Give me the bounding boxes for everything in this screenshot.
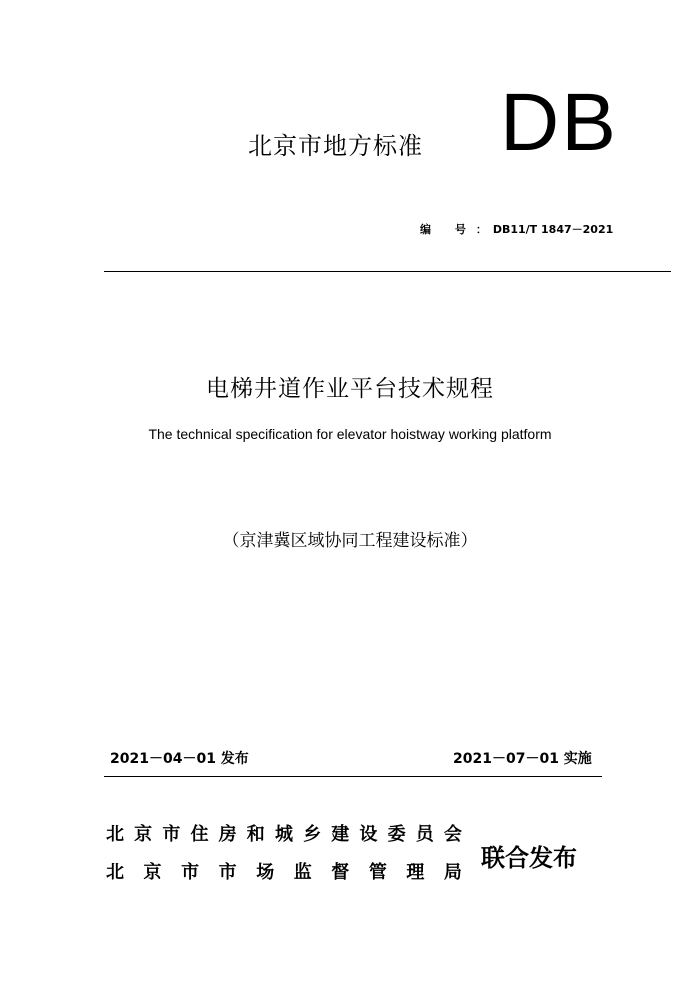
- issuer-char: 市: [181, 862, 200, 883]
- issuer-char: 京: [134, 824, 153, 845]
- issuer-char: 管: [368, 862, 387, 883]
- issuer-char: 北: [106, 824, 124, 845]
- issuer-char: 监: [293, 862, 312, 883]
- issuer-char: 会: [443, 824, 462, 845]
- implementation-date: 2021－07－01 实施: [453, 751, 592, 767]
- issuer-char: 建: [331, 824, 350, 845]
- issuer-char: 和: [246, 824, 265, 845]
- issuer-char: 乡: [303, 824, 322, 845]
- issuer-char: 北: [106, 862, 124, 883]
- issuer-line-housing-commission: [106, 820, 462, 846]
- issuer-char: 局: [443, 862, 462, 883]
- bottom-divider: [104, 776, 602, 777]
- top-divider: [104, 271, 671, 272]
- issuer-char: 市: [218, 862, 237, 883]
- issuer-char: 市: [162, 824, 181, 845]
- issuer-char: 住: [190, 824, 209, 845]
- issue-date: 2021－04－01 发布: [110, 751, 249, 767]
- standard-number-label: 编 号：: [420, 223, 497, 236]
- program-subtitle: （京津冀区域协同工程建设标准）: [222, 531, 478, 551]
- document-title-chinese: 电梯井道作业平台技术规程: [206, 376, 494, 402]
- db-standard-mark: DB: [500, 77, 618, 168]
- issuer-char: 设: [359, 824, 378, 845]
- issuer-line-market-supervision: [106, 858, 462, 884]
- issuer-char: 京: [143, 862, 162, 883]
- issuing-authority-heading: 北京市地方标准: [248, 132, 423, 160]
- standard-number-value: DB11/T 1847－2021: [492, 223, 614, 236]
- joint-publication-label: 联合发布: [481, 844, 577, 872]
- issuer-char: 城: [274, 824, 293, 845]
- issuer-char: 督: [331, 862, 350, 883]
- standard-number: [420, 221, 613, 237]
- issuer-char: 员: [415, 824, 434, 845]
- issuer-char: 房: [218, 824, 237, 845]
- issuer-char: 理: [406, 862, 425, 883]
- issuer-char: 场: [256, 862, 275, 883]
- document-title-english: The technical specification for elevator hoistway working platform: [148, 426, 552, 442]
- issuer-char: 委: [387, 824, 406, 845]
